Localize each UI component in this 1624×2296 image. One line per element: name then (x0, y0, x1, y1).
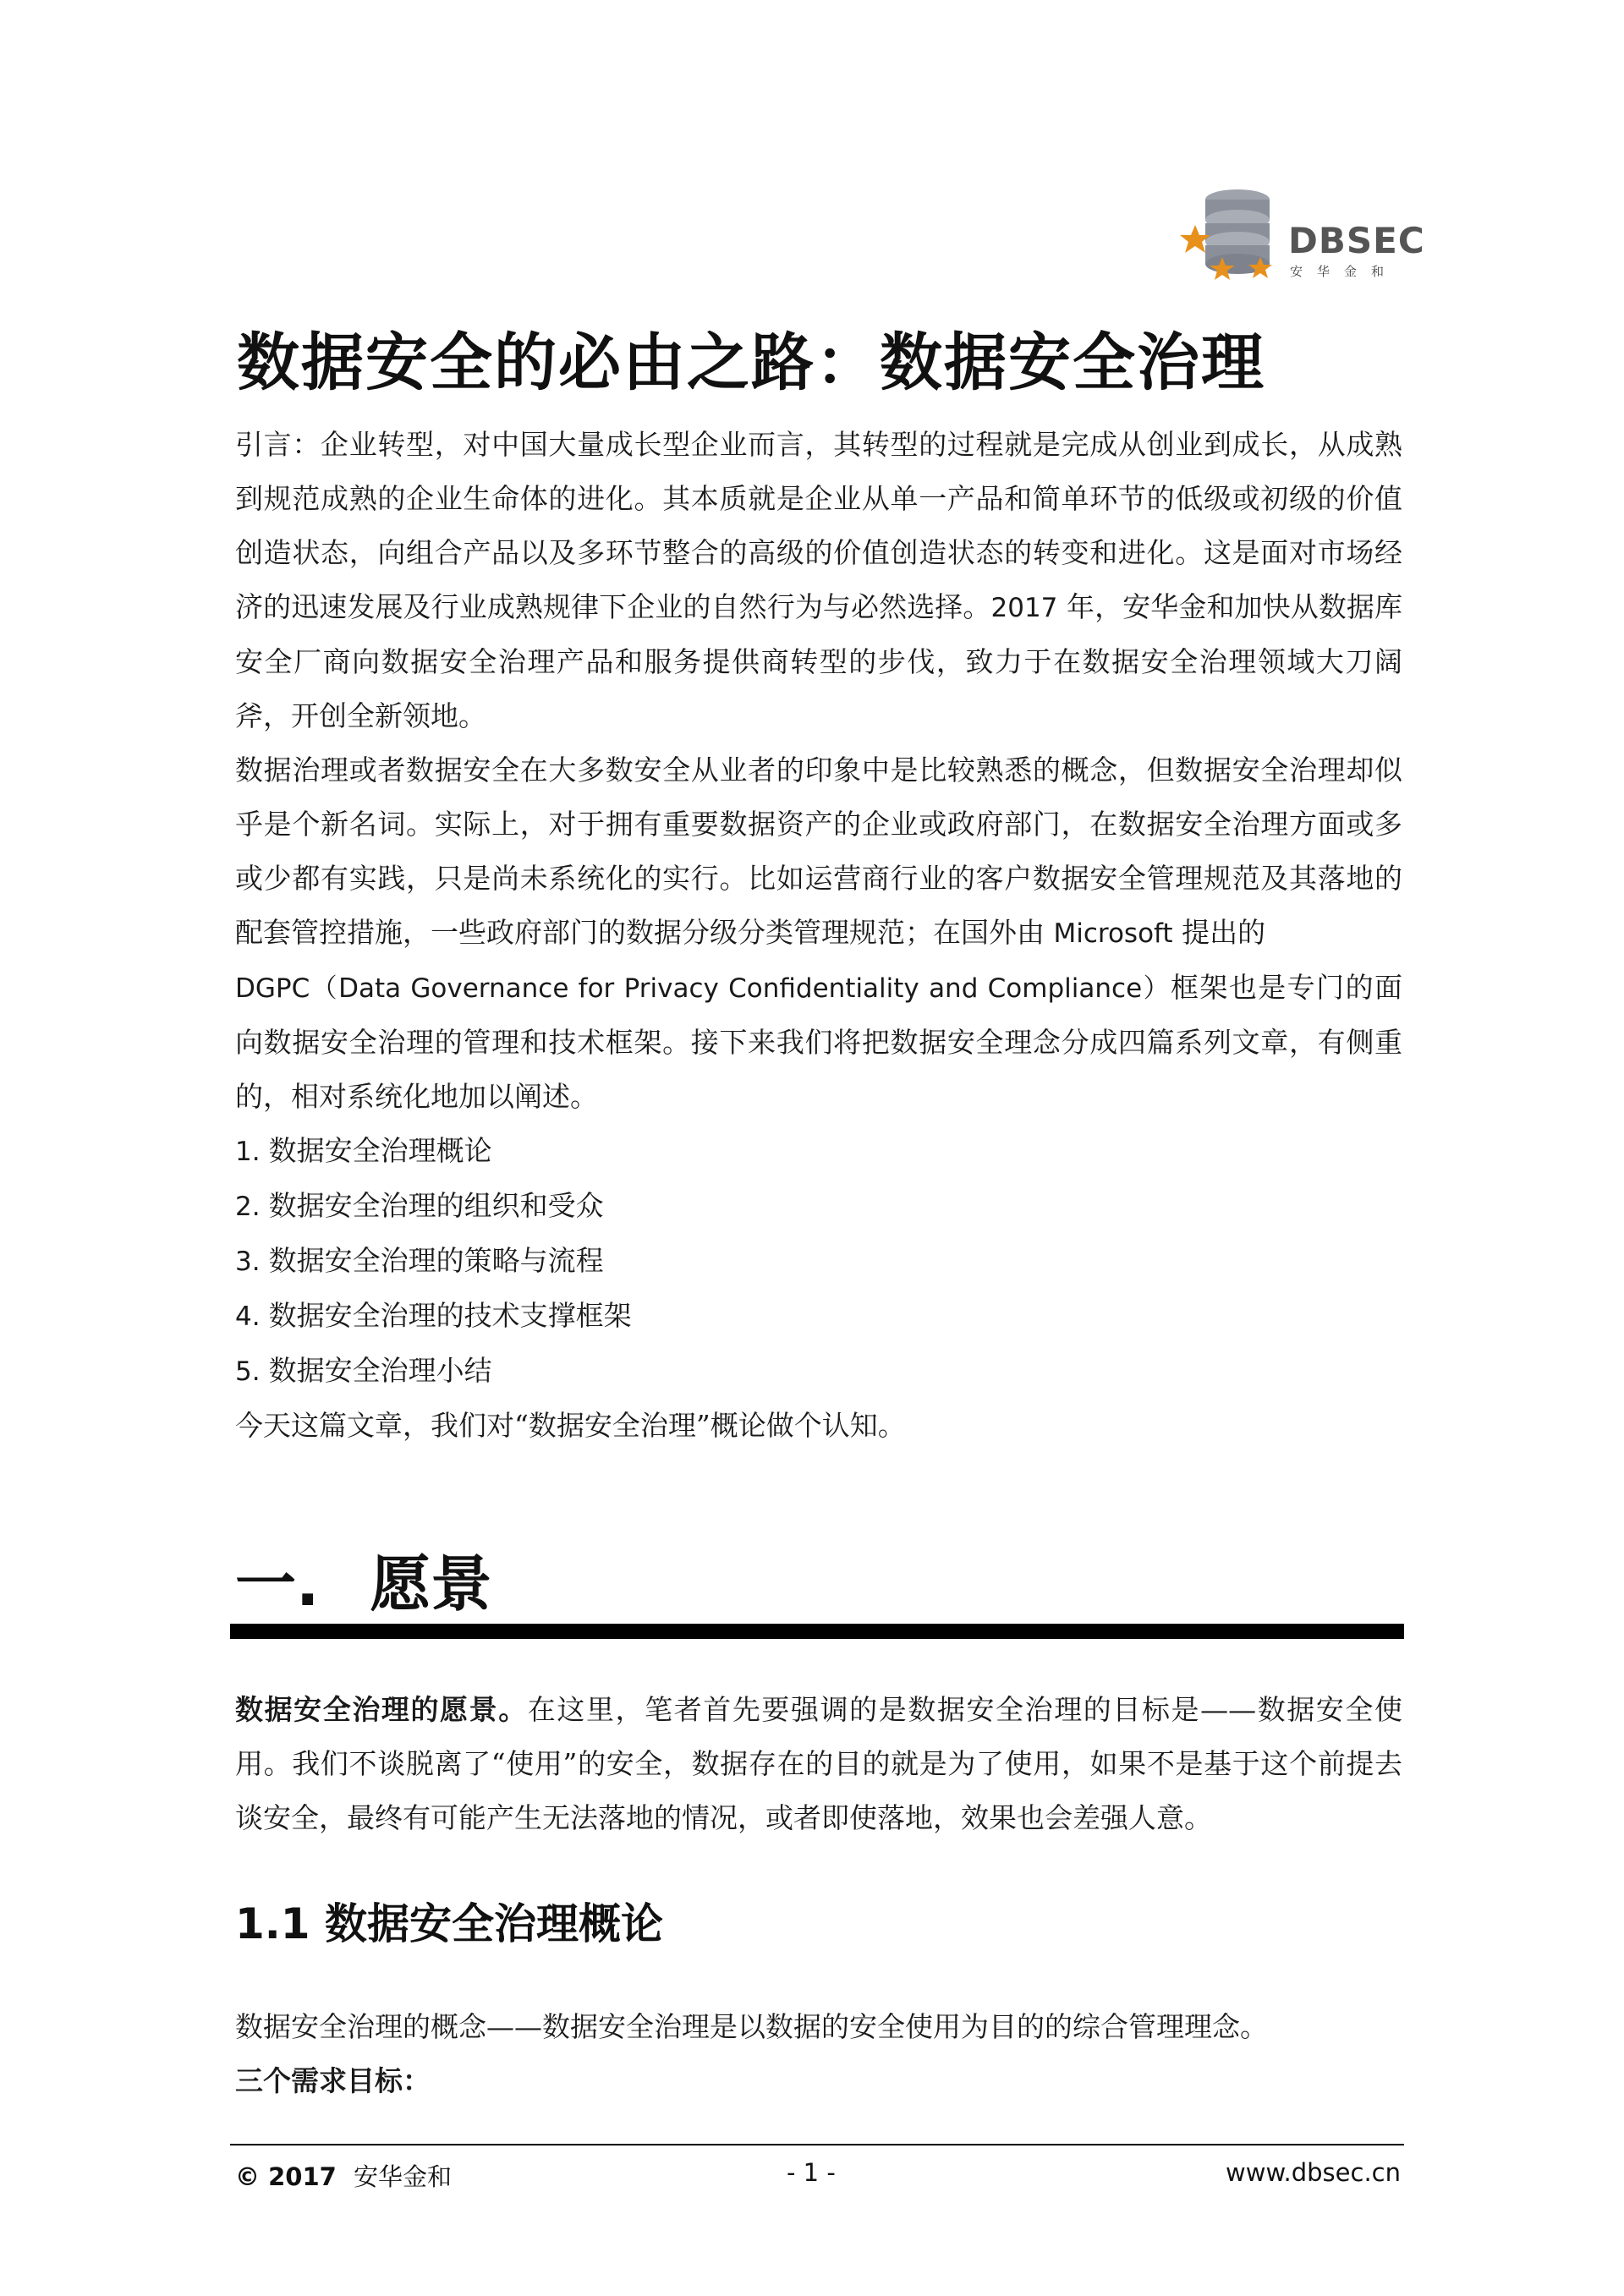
vision-paragraph (235, 1683, 1402, 1845)
vision-text: 在这里，笔者首先要强调的是数据安全治理的目标是——数据安全使用。我们不谈脱离了“使用”的安全，数据存在的目的就是为了使用，如果不是基于这个前提去谈安全，最终有可能产生无法落地的情况，或者即使落地，效果也会差强人意。 (235, 1693, 1403, 1834)
list-item-number: 4. (235, 1301, 261, 1332)
list-item-number: 2. (235, 1192, 261, 1222)
footer-company: 安华金和 (354, 2162, 453, 2191)
copyright-text: © 2017 (235, 2162, 337, 2191)
intro-p2-dgpc: DGPC（Data Governance for Privacy Confidentiality and Compliance） (235, 973, 1171, 1004)
section-number: 一. (235, 1548, 320, 1619)
section-divider (230, 1624, 1404, 1639)
document-title: 数据安全的必由之路：数据安全治理 (237, 326, 1265, 399)
database-stars-icon (1180, 181, 1290, 291)
list-item-text: 数据安全治理的组织和受众 (268, 1189, 604, 1222)
intro-p1-text: 引言：企业转型，对中国大量成长型企业而言，其转型的过程就是完成从创业到成长，从成熟到规范成熟的企业生命体的进化。其本质就是企业从单一产品和简单环节的低级或初级的价值创造状态，向组合产品以及多环节整合的高级的价值创造状态的转变和进化。这是面对市场经济的迅速发展及行业成熟规律下企业的自然行为与必然选择。 (235, 428, 1402, 623)
list-item (235, 1344, 1402, 1399)
vision-lead: 数据安全治理的愿景。 (235, 1693, 528, 1726)
dbsec-logo (1180, 181, 1425, 291)
list-item-number: 5. (235, 1356, 261, 1387)
intro-paragraph-1 (235, 418, 1402, 743)
footer-copyright (235, 2158, 452, 2193)
concept-paragraph: 数据安全治理的概念——数据安全治理是以数据的安全使用为目的的综合管理理念。 (235, 2010, 1268, 2043)
list-item-text: 数据安全治理概论 (268, 1134, 492, 1167)
intro-p2-a: 数据治理或者数据安全在大多数安全从业者的印象中是比较熟悉的概念，但数据安全治理却似乎是个新名词。实际上，对于拥有重要数据资产的企业或政府部门，在数据安全治理方面或多或少都有实践，只是尚未系统化的实行。比如运营商行业的客户数据安全管理规范及其落地的配套管控措施，一些政府部门的数据分级分类管理规范；在国外由 (235, 753, 1402, 949)
list-item-text: 数据安全治理的技术支撑框架 (268, 1299, 632, 1332)
series-list (235, 1124, 1402, 1399)
list-item (235, 1179, 1402, 1234)
list-item-number: 3. (235, 1247, 261, 1277)
logo-subtitle: 安华金和 (1290, 264, 1399, 279)
list-item (235, 1289, 1402, 1344)
list-item-text: 数据安全治理小结 (268, 1354, 492, 1387)
section-heading-1 (235, 1535, 491, 1623)
intro-p2-microsoft: Microsoft (1053, 918, 1173, 949)
section-title: 愿景 (370, 1548, 492, 1619)
list-item-text: 数据安全治理的策略与流程 (268, 1244, 604, 1277)
intro-closing: 今天这篇文章，我们对“数据安全治理”概论做个认知。 (235, 1409, 906, 1442)
list-item (235, 1124, 1402, 1179)
intro-section (235, 418, 1402, 1453)
intro-p2-c: 框架也是专门的面向数据安全治理的管理和技术框架。接下来我们将把数据安全理念分成四篇系列文章，有侧重的，相对系统化地加以阐述。 (235, 971, 1402, 1113)
intro-p2-b: 提出的 (1172, 916, 1266, 949)
intro-p1-year: 2017 (990, 593, 1058, 623)
concept-section (235, 2000, 1402, 2108)
logo-name: DBSEC (1288, 220, 1425, 261)
footer-website: www.dbsec.cn (1226, 2158, 1401, 2187)
footer-divider (230, 2144, 1404, 2145)
list-item (235, 1234, 1402, 1289)
intro-paragraph-2 (235, 743, 1402, 1124)
goals-label: 三个需求目标： (235, 2064, 431, 2097)
list-item-number: 1. (235, 1137, 261, 1167)
intro-p1-tail: 年，安华金和加快从数据库安全厂商向数据安全治理产品和服务提供商转型的步伐，致力于在数据安全治理领域大刀阔斧，开创全新领地。 (235, 590, 1403, 732)
page-number: - 1 - (787, 2158, 836, 2187)
vision-section (235, 1683, 1402, 1845)
subsection-heading: 1.1 数据安全治理概论 (235, 1899, 663, 1948)
